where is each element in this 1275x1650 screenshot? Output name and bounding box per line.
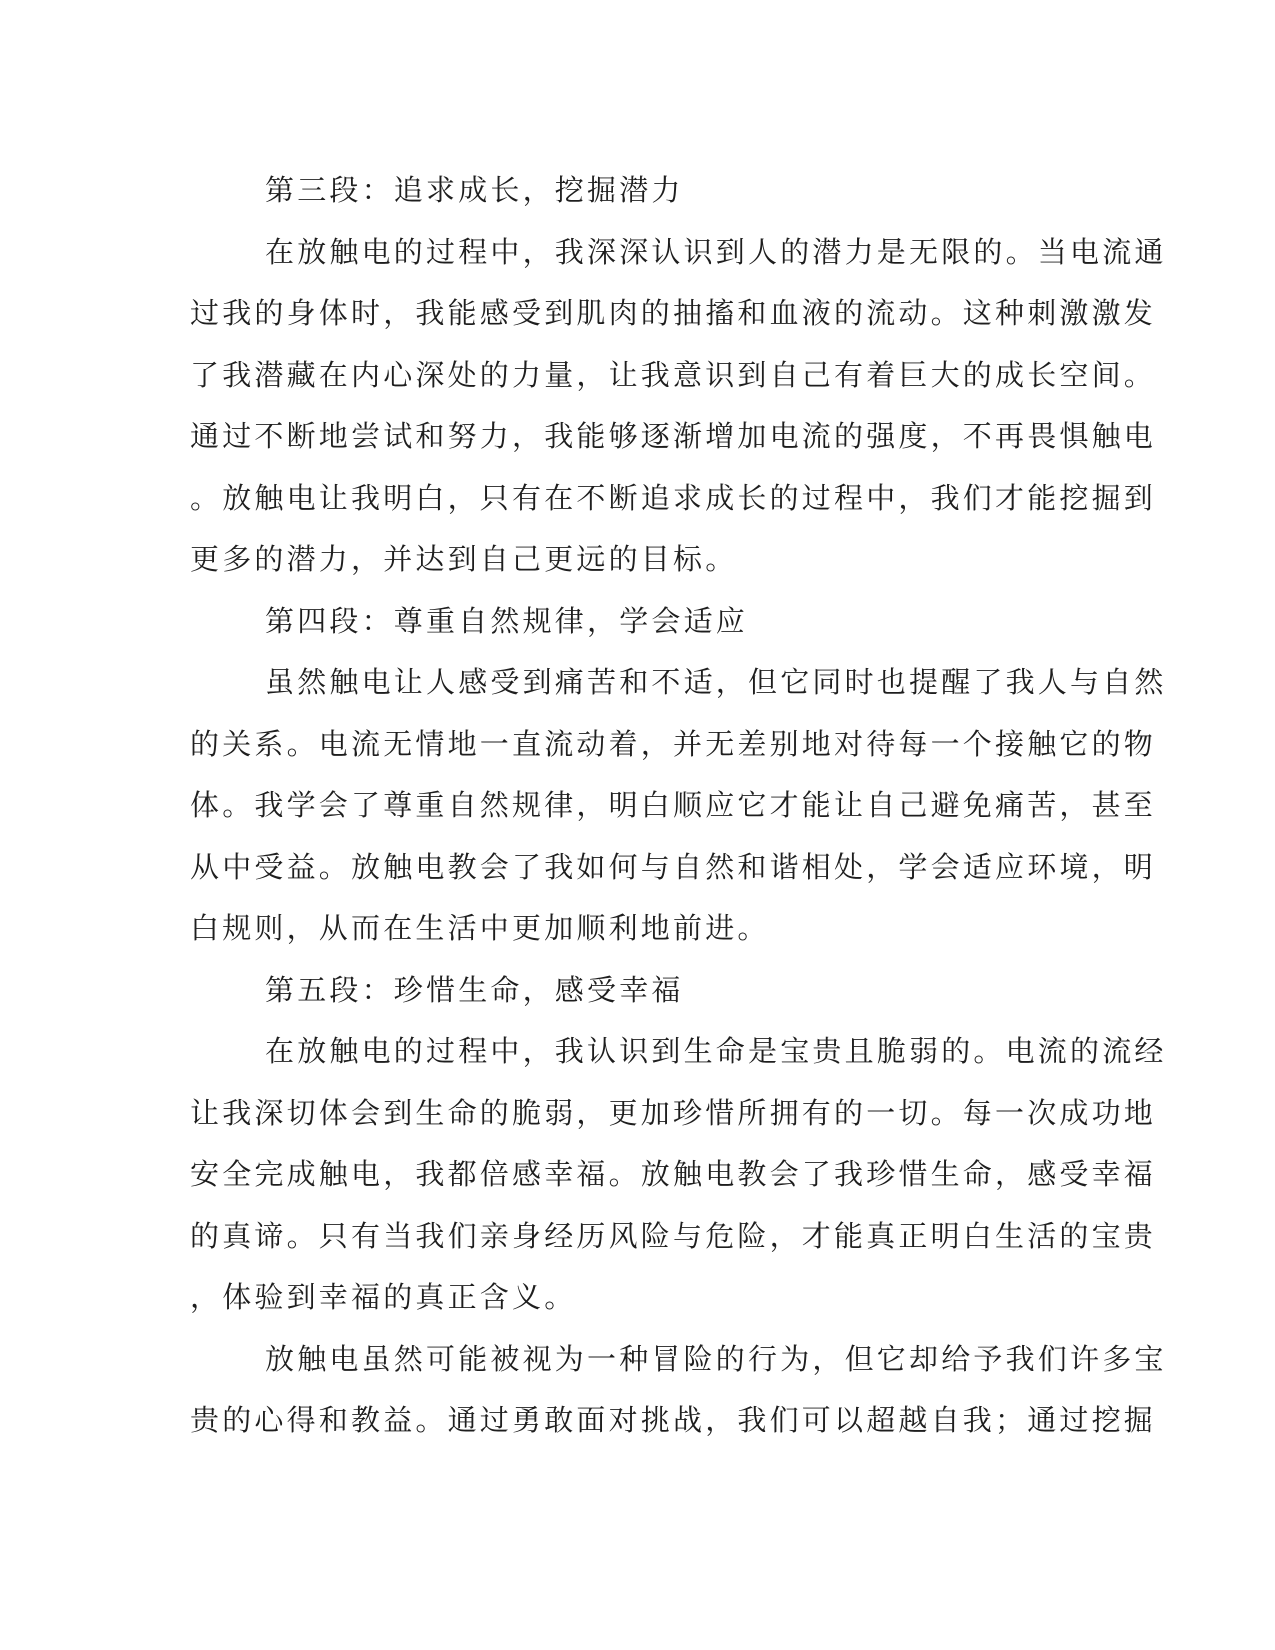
paragraph-line: 在放触电的过程中，我认识到生命是宝贵且脆弱的。电流的流经 — [265, 1034, 1167, 1068]
paragraph-line: 安全完成触电，我都倍感幸福。放触电教会了我珍惜生命，感受幸福 — [190, 1157, 1157, 1191]
paragraph-line: 的真谛。只有当我们亲身经历风险与危险，才能真正明白生活的宝贵 — [190, 1218, 1157, 1253]
section-heading-4: 第四段：尊重自然规律，学会适应 — [265, 603, 749, 638]
paragraph-line: 。放触电让我明白，只有在不断追求成长的过程中，我们才能挖掘到 — [190, 480, 1157, 515]
paragraph-line: 通过不断地尝试和努力，我能够逐渐增加电流的强度，不再畏惧触电 — [190, 419, 1157, 453]
paragraph-line: 贵的心得和教益。通过勇敢面对挑战，我们可以超越自我；通过挖掘 — [190, 1403, 1157, 1437]
paragraph-line: 更多的潜力，并达到自己更远的目标。 — [190, 542, 738, 576]
paragraph-line: 过我的身体时，我能感受到肌肉的抽搐和血液的流动。这种刺激激发 — [190, 296, 1157, 330]
paragraph-line: 让我深切体会到生命的脆弱，更加珍惜所拥有的一切。每一次成功地 — [190, 1095, 1157, 1130]
paragraph-line: 在放触电的过程中，我深深认识到人的潜力是无限的。当电流通 — [265, 234, 1167, 269]
paragraph-line: ，体验到幸福的真正含义。 — [190, 1280, 577, 1314]
paragraph-line: 了我潜藏在内心深处的力量，让我意识到自己有着巨大的成长空间。 — [190, 357, 1157, 392]
paragraph-line: 体。我学会了尊重自然规律，明白顺应它才能让自己避免痛苦，甚至 — [190, 788, 1157, 822]
paragraph-line: 的关系。电流无情地一直流动着，并无差别地对待每一个接触它的物 — [190, 726, 1157, 761]
paragraph-line: 虽然触电让人感受到痛苦和不适，但它同时也提醒了我人与自然 — [265, 665, 1167, 699]
paragraph-line: 放触电虽然可能被视为一种冒险的行为，但它却给予我们许多宝 — [265, 1341, 1167, 1376]
paragraph-line: 从中受益。放触电教会了我如何与自然和谐相处，学会适应环境，明 — [190, 849, 1157, 884]
body-text — [190, 160, 1167, 1452]
section-heading-3: 第三段：追求成长，挖掘潜力 — [265, 173, 684, 207]
section-heading-5: 第五段：珍惜生命，感受幸福 — [265, 972, 684, 1007]
paragraph-line: 白规则，从而在生活中更加顺利地前进。 — [190, 911, 770, 945]
